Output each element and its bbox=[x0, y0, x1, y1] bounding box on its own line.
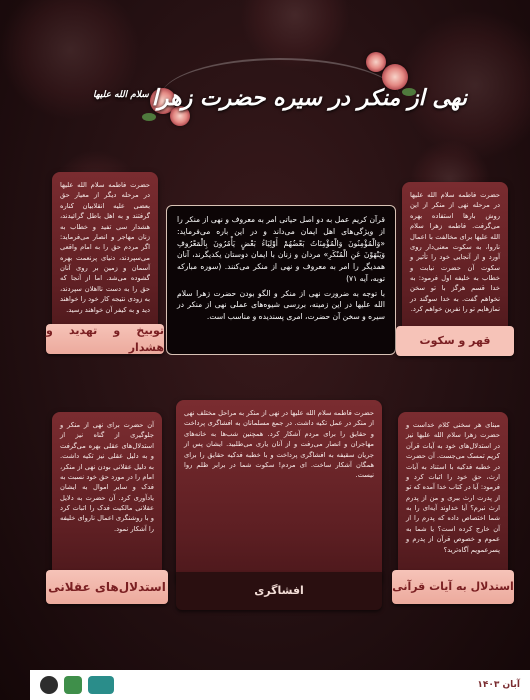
teal-logo-icon bbox=[88, 676, 114, 694]
card-qahr bbox=[402, 182, 508, 348]
rose-icon bbox=[366, 52, 386, 72]
footer-date: آبان ۱۴۰۳ bbox=[477, 680, 520, 690]
card-aqli-text: آن حضرت برای نهی از منکر و جلوگیری از گناه نیز از استدلال‌های عقلی بهره می‌گرفت و به دلیل عقلی نیز تکیه داشت. به دلیل عقلانی بودن نهی از منکر، امام را در مورد حق خود نسبت به فدک و سایر اموال به ایشان یادآوری کرد. آن حضرت به دلایل عقلانی مالکیت فدک را اثبات کرد و با روشنگری اعمال ناروای خلیفه را آشکار نمود. bbox=[60, 421, 154, 533]
card-tobikh bbox=[46, 172, 164, 354]
leaf-icon bbox=[142, 113, 156, 121]
footer bbox=[30, 670, 530, 700]
title-main: نهی از منکر در سیره حضرت زهرا bbox=[151, 85, 467, 111]
title-blessing: سلام الله علیها bbox=[93, 89, 149, 100]
card-aqli-label: استدلال‌های عقلانی bbox=[46, 570, 168, 604]
intro-box bbox=[166, 205, 396, 355]
green-logo-icon bbox=[64, 676, 82, 694]
card-qahr-text: حضرت فاطمه سلام الله علیها در مرحله نهی از منکر از این روش بارها استفاده بهره می‌گرفت. فاطمه زهرا سلام الله علیها برای مخالفت با اعمال ناروا، به سکوت معنی‌دار روی آورد و از آنجایی خود را تأثیر و سکوت آن حضرت نیابت و خطاب به خلیفه اول فرمود: به خدا قسم هرگز با تو سخن نخواهم گفت. به خدا سوگند در نمازهایم تو را نفرین خواهم کرد. bbox=[410, 191, 500, 314]
seal-logo-icon bbox=[40, 676, 58, 694]
card-afshagari-label: افشاگری bbox=[176, 572, 382, 610]
card-qurani-label: استدلال به آیات قرآنی bbox=[392, 570, 514, 604]
card-aqli bbox=[48, 412, 166, 594]
title-banner bbox=[93, 58, 467, 138]
card-tobikh-label: توبیخ و تهدید و هشدار bbox=[46, 323, 164, 354]
intro-paragraph-2: با توجه به ضرورت نهی از منکر و الگو بودن حضرت زهرا سلام الله علیها در این زمینه، بررسی شیوه‌های عملی نهی از منکر در سیره و سخن آن حضرت، امری پسندیده و مناسب است. bbox=[177, 288, 385, 322]
card-tobikh-text: حضرت فاطمه سلام الله علیها در مرحله دیگر از معیار حق بعضی علیه انقلابیان کناره گرفتند و به اهل باطل گرائیدند، هشدار سی تفید و خطاب به زنان مهاجر و انصار می‌فرماید: اگر مردم حق را به امام واقعی می‌سپردند، دنیای پرنعمت بهره آسمان و زمین بر روی آنان گشوده می‌شد. اما از آنجا که حق را به دست نااهلان سپردند، به زودی نتیجه کار خود را خواهند دید و به کیفر آن خواهند رسید. bbox=[60, 181, 150, 314]
card-afshagari-text: حضرت فاطمه سلام الله علیها در نهی از منکر به مراحل مختلف نهی از منکر در عمل تکیه داشت. در جمع مسلمانان به افشاگری پرداخت و حقایق را برای مردم آشکار کرد. همچنین شب‌ها به خانه‌های مهاجران و انصار می‌رفت و از آنان یاری می‌طلبید. ایشان پس از جریان سقیفه به افشاگری پرداخت و با خطبه فدکیه حقایق را برای همگان آشکار ساخت. ای مردم! سکوت شما در برابر ظلم روا نیست. bbox=[184, 409, 374, 480]
card-qurani bbox=[392, 412, 514, 594]
intro-paragraph-1: قرآن کریم عمل به دو اصل حیاتی امر به معروف و نهی از منکر را از ویژگی‌های اهل ایمان می‌داند و در این باره می‌فرماید: «وَالْمُؤْمِنُونَ وَالْمُؤْمِنَاتُ بَعْضُهُمْ أَوْلِيَاءُ بَعْضٍ يَأْمُرُونَ بِالْمَعْرُوفِ وَيَنْهَوْنَ عَنِ الْمُنْكَرِ» مردان و زنان با ایمان دوستان یکدیگرند، آنان همدیگر را امر به معروف و نهی از منکر می‌کنند. (سوره مبارکه توبه، آیه ۷۱) bbox=[177, 215, 385, 283]
card-qahr-label: قهر و سکوت bbox=[396, 326, 514, 356]
page-title bbox=[93, 85, 467, 111]
logo-group bbox=[40, 676, 114, 694]
card-qurani-text: مبنای هر سخنی کلام خداست و حضرت زهرا سلام الله علیها نیز در استدلال‌های خود به آیات قرآن کریم تمسک می‌جست. آن حضرت در خطبه فدکیه با استناد به آیات ارث، حق خود را اثبات کرد و فرمود: آیا در کتاب خدا آمده که تو از پدرت ارث ببری و من از پدرم ارث نبرم؟ آیا خداوند آیه‌ای را به شما اختصاص داده که پدرم را از آن خارج کرده است؟ یا شما به عموم و خصوص قرآن از پدرم و پسرعمویم آگاه‌ترید؟ bbox=[405, 421, 500, 554]
card-afshagari bbox=[176, 400, 382, 598]
